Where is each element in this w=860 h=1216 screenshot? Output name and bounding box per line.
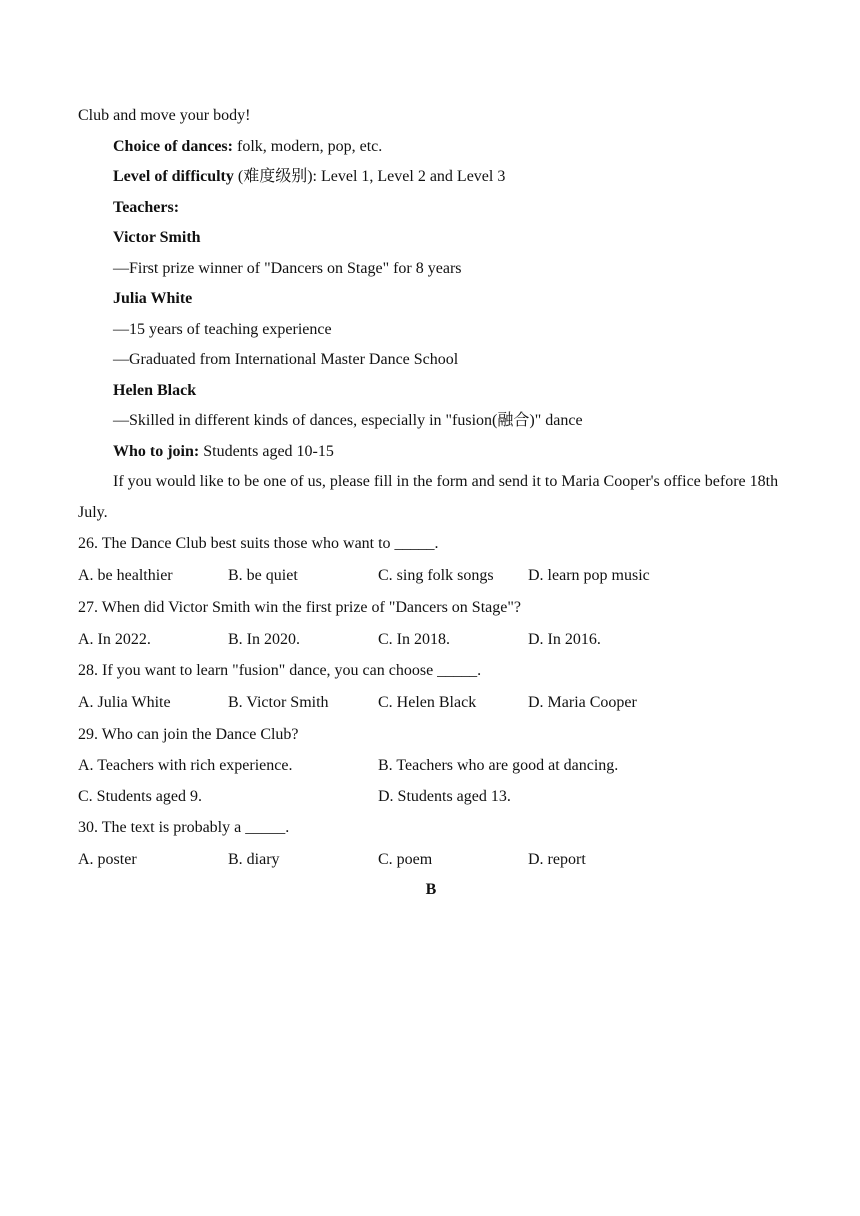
question-options (78, 624, 784, 656)
teacher-detail: —Graduated from International Master Dance School (113, 351, 459, 368)
question-options (78, 781, 784, 812)
teacher-detail: —15 years of teaching experience (113, 320, 332, 338)
option-b: B. Teachers who are good at dancing. (378, 756, 619, 774)
option-d: D. learn pop music (528, 567, 650, 584)
section-heading: B (425, 881, 437, 898)
teacher-name: Julia White (113, 290, 193, 307)
question-stem: 26. The Dance Club best suits those who want to _____. (78, 535, 439, 552)
choice-value: folk, modern, pop, etc. (232, 137, 383, 155)
who-value: Students aged 10-15 (199, 442, 334, 460)
option-a: A. Julia White (78, 694, 171, 711)
choice-label: Choice of dances: (113, 137, 233, 155)
option-d: D. Students aged 13. (378, 787, 511, 805)
choice-of-dances (78, 132, 784, 163)
option-a: A. In 2022. (78, 630, 151, 648)
passage-closing: If you would like to be one of us, please fill in the form and send it to Maria Cooper's office before 18th July. (78, 473, 779, 521)
question-stem: 29. Who can join the Dance Club? (78, 725, 299, 743)
question-options (78, 687, 784, 719)
option-c: C. In 2018. (378, 630, 450, 648)
question-stem: 28. If you want to learn "fusion" dance, you can choose _____. (78, 662, 482, 679)
question-stem: 30. The text is probably a _____. (78, 818, 290, 836)
option-a: A. Teachers with rich experience. (78, 756, 293, 774)
teacher-detail: —First prize winner of "Dancers on Stage" for 8 years (113, 259, 462, 277)
level-value: (难度级别): Level 1, Level 2 and Level 3 (233, 168, 506, 185)
who-to-join (78, 437, 784, 468)
question-stem: 27. When did Victor Smith win the first prize of "Dancers on Stage"? (78, 598, 521, 616)
question-options (78, 560, 784, 592)
option-b: B. be quiet (228, 567, 298, 584)
teacher-detail: —Skilled in different kinds of dances, especially in "fusion(融合)" dance (113, 412, 583, 429)
option-c: C. Students aged 9. (78, 787, 202, 805)
option-a: A. be healthier (78, 567, 173, 584)
who-label: Who to join: (113, 442, 200, 460)
option-d: D. Maria Cooper (528, 694, 637, 711)
passage-opening: Club and move your body! (78, 107, 251, 124)
option-b: B. Victor Smith (228, 694, 329, 711)
option-b: B. diary (228, 850, 280, 868)
option-c: C. Helen Black (378, 694, 477, 711)
document-page (78, 101, 784, 905)
question-options (78, 844, 784, 876)
level-of-difficulty (78, 162, 784, 193)
question-options (78, 751, 784, 781)
teachers-label: Teachers: (113, 198, 180, 216)
option-a: A. poster (78, 850, 137, 868)
teacher-name: Helen Black (113, 381, 197, 399)
level-label: Level of difficulty (113, 168, 234, 185)
teacher-name: Victor Smith (113, 229, 201, 246)
option-d: D. report (528, 850, 586, 868)
option-c: C. poem (378, 850, 433, 868)
option-d: D. In 2016. (528, 630, 601, 648)
option-b: B. In 2020. (228, 630, 300, 648)
option-c: C. sing folk songs (378, 567, 494, 584)
